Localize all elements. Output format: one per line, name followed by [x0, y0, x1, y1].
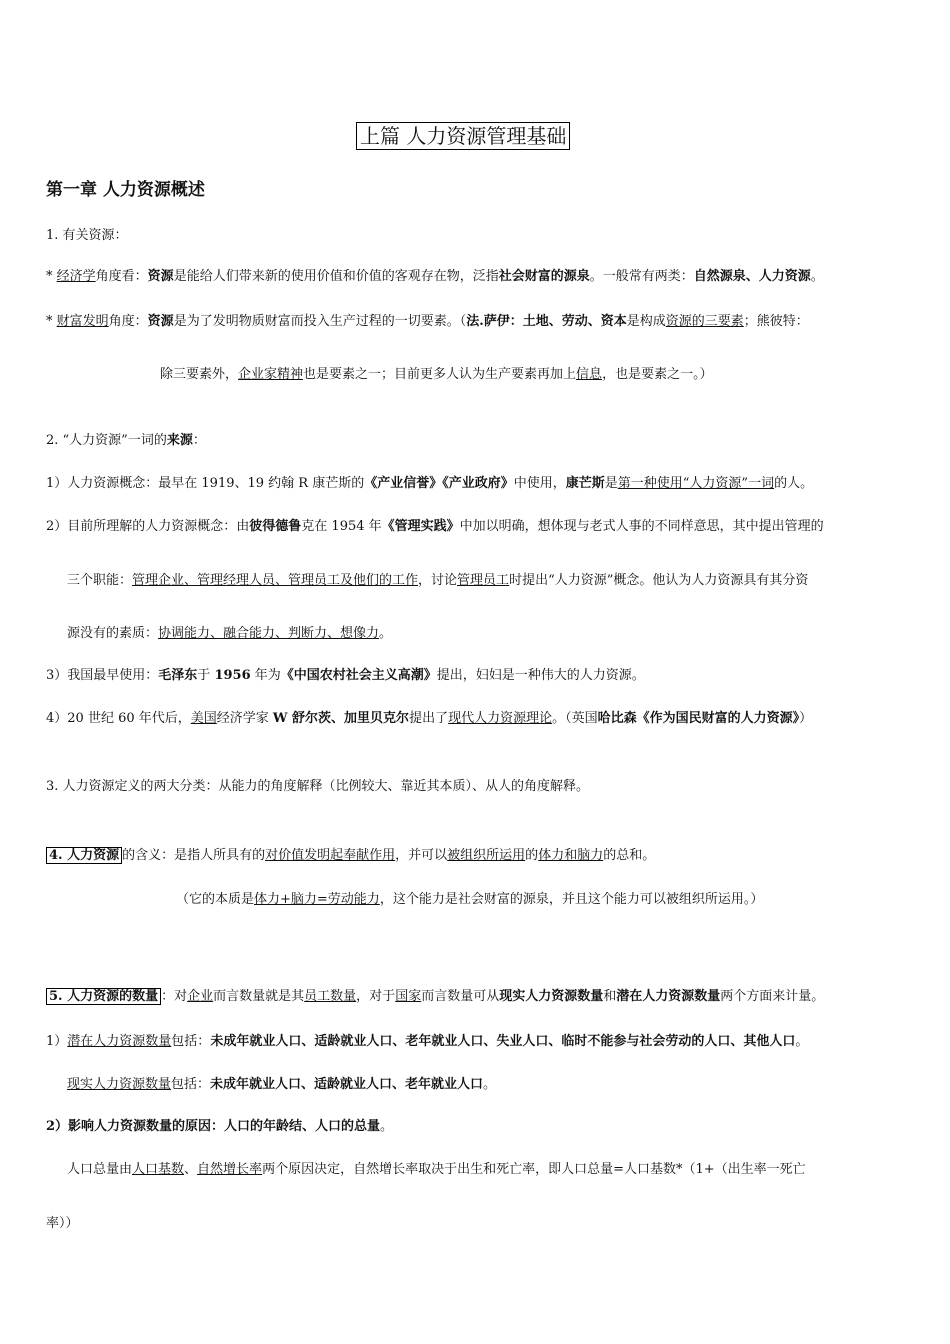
section-1-heading: 1. 有关资源： — [46, 228, 128, 243]
section-2-item-1: 1）人力资源概念：最早在 1919、19 约翰 R 康芒斯的《产业信誉》《产业政府》中使用，康芒斯是第一种使用“人力资源”一词的人。 — [46, 476, 814, 491]
section-4-definition: 4. 人力资源 的含义：是指人所具有的对价值发明起奉献作用，并可以被组织所运用的体力和脑力的总和。 — [46, 847, 655, 865]
section-2-item-2-cont-2: 源没有的素质：协调能力、融合能力、判断力、想像力。 — [67, 626, 393, 641]
section-2-item-2-cont-1: 三个职能：管理企业、管理经理人员、管理员工及他们的工作，讨论管理员工时提出“人力资源”概念。他认为人力资源具有其分资 — [67, 573, 809, 588]
section-5-population: 人口总量由人口基数、自然增长率两个原因决定，自然增长率取决于出生和死亡率，即人口总量=人口基数*（1+（出生率一死亡 — [67, 1162, 806, 1177]
section-2-item-4: 4）20 世纪 60 年代后，美国经济学家 W 舒尔茨、加里贝克尔提出了现代人力资源理论。（英国哈比森《作为国民财富的人力资源》） — [46, 711, 813, 726]
section-2-heading: 2. “人力资源”一词的来源： — [46, 433, 206, 448]
page-title: 上篇 人力资源管理基础 — [356, 122, 570, 150]
section-5-quantity: 5. 人力资源的数量 ：对企业而言数量就是其员工数量，对于国家而言数量可从现实人力资源数量和潜在人力资源数量两个方面来计量。 — [46, 988, 824, 1006]
section-4-essence: （它的本质是体力+脑力=劳动能力，这个能力是社会财富的源泉，并且这个能力可以被组织所运用。） — [176, 892, 764, 907]
section-1-wealth-cont: 除三要素外，企业家精神也是要素之一；目前更多人认为生产要素再加上信息，也是要素之一。） — [160, 367, 713, 382]
section-5-actual: 现实人力资源数量包括：未成年就业人口、适龄就业人口、老年就业人口。 — [67, 1077, 497, 1092]
section-1-economics: * 经济学角度看：资源是能给人们带来新的使用价值和价值的客观存在物，泛指社会财富的源泉。一般常有两类：自然源泉、人力资源。 — [46, 269, 824, 284]
section-5-factors: 2）影响人力资源数量的原因：人口的年龄结、人口的总量。 — [46, 1119, 394, 1134]
section-5-potential: 1）潜在人力资源数量包括：未成年就业人口、适龄就业人口、老年就业人口、失业人口、临时不能参与社会劳动的人口、其他人口。 — [46, 1034, 809, 1049]
section-2-item-3: 3）我国最早使用：毛泽东于 1956 年为《中国农村社会主义高潮》提出，妇妇是一种伟大的人力资源。 — [46, 668, 645, 683]
section-5-population-cont: 率）） — [46, 1216, 79, 1231]
section-1-wealth: * 财富发明角度：资源是为了发明物质财富而投入生产过程的一切要素。（法.萨伊：土地、劳动、资本是构成资源的三要素；熊彼特： — [46, 314, 809, 329]
chapter-heading: 第一章 人力资源概述 — [46, 180, 205, 200]
section-2-item-2: 2）目前所理解的人力资源概念：由彼得德鲁克在 1954 年《管理实践》中加以明确，想体现与老式人事的不同样意思，其中提出管理的 — [46, 519, 824, 534]
section-3: 3. 人力资源定义的两大分类：从能力的角度解释（比例较大、靠近其本质）、从人的角度解释。 — [46, 779, 590, 794]
